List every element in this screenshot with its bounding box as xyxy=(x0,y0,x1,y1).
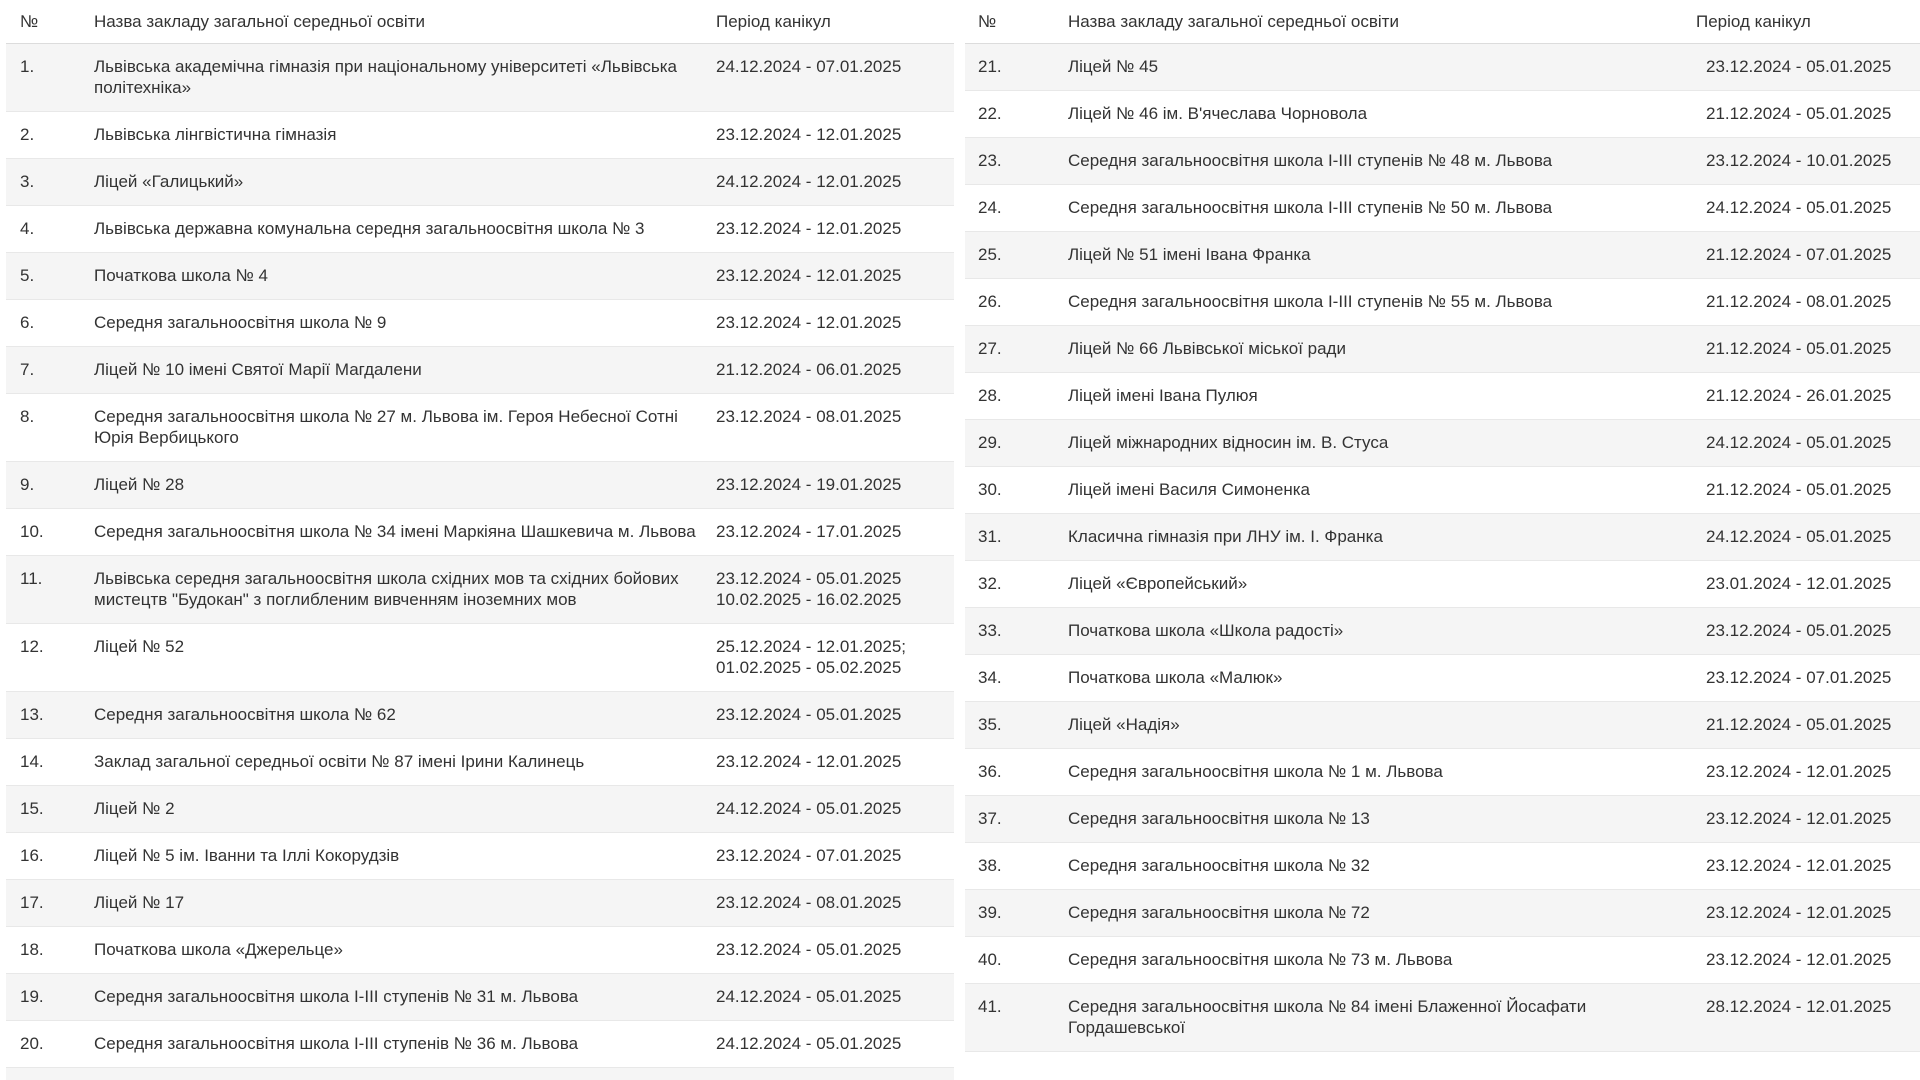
period-range: 21.12.2024 - 07.01.2025 xyxy=(1706,245,1892,264)
period-range: 23.12.2024 - 12.01.2025 xyxy=(716,125,902,144)
holiday-period xyxy=(1696,185,1920,218)
period-range: 24.12.2024 - 05.01.2025 xyxy=(1706,527,1892,546)
row-number: 29. xyxy=(978,433,1002,452)
school-name: Ліцей «Галицький» xyxy=(94,172,244,191)
row-number: 39. xyxy=(978,903,1002,922)
table-row xyxy=(6,44,954,112)
school-name: Середня загальноосвітня школа І-ІІІ ступенів № 50 м. Львова xyxy=(1068,198,1553,217)
holiday-period xyxy=(1696,796,1920,829)
holiday-period xyxy=(1696,138,1920,171)
school-name: Львівська лінгвістична гімназія xyxy=(94,125,337,144)
table-row xyxy=(965,373,1920,420)
row-number: 17. xyxy=(20,893,44,912)
table-row xyxy=(965,796,1920,843)
row-number: 30. xyxy=(978,480,1002,499)
holiday-period xyxy=(1696,984,1920,1017)
row-number: 22. xyxy=(978,104,1002,123)
period-range: 21.12.2024 - 06.01.2025 xyxy=(716,360,902,379)
table-row xyxy=(965,655,1920,702)
period-range: 23.12.2024 - 05.01.2025 xyxy=(716,705,902,724)
row-number: 7. xyxy=(20,360,35,379)
period-range: 23.12.2024 - 05.01.2025 xyxy=(1706,621,1892,640)
school-name: Середня загальноосвітня школа І-ІІІ ступенів № 55 м. Львова xyxy=(1068,292,1553,311)
school-name: Початкова школа № 4 xyxy=(94,266,268,285)
holiday-period xyxy=(1696,890,1920,923)
table-row xyxy=(965,44,1920,91)
period-range: 28.12.2024 - 12.01.2025 xyxy=(1706,997,1892,1016)
school-name: Початкова школа «Джерельце» xyxy=(94,940,343,959)
holiday-period xyxy=(1696,702,1920,735)
school-name: Ліцей імені Василя Симоненка xyxy=(1068,480,1311,499)
table-row xyxy=(6,300,954,347)
holiday-period xyxy=(716,927,954,960)
holiday-period xyxy=(1696,44,1920,77)
row-number: 2. xyxy=(20,125,35,144)
table-row xyxy=(965,984,1920,1052)
holiday-period xyxy=(716,974,954,1007)
school-name: Ліцей міжнародних відносин ім. В. Стуса xyxy=(1068,433,1389,452)
table-row xyxy=(965,937,1920,984)
holiday-period xyxy=(716,462,954,495)
school-name: Початкова школа «Школа радості» xyxy=(1068,621,1344,640)
school-name: Ліцей № 46 ім. В'ячеслава Чорновола xyxy=(1068,104,1368,123)
school-name: Ліцей «Європейський» xyxy=(1068,574,1248,593)
school-name: Ліцей № 5 ім. Іванни та Іллі Кокорудзів xyxy=(94,846,400,865)
holiday-period xyxy=(1696,937,1920,970)
period-range: 24.12.2024 - 12.01.2025 xyxy=(716,172,902,191)
table-row xyxy=(965,561,1920,608)
period-range: 23.12.2024 - 08.01.2025 xyxy=(716,407,902,426)
table-row xyxy=(965,138,1920,185)
row-number: 31. xyxy=(978,527,1002,546)
school-name: Львівська середня загальноосвітня школа східних мов та східних бойових мистецтв "Будокан" з поглибленим вивченням іноземних мов xyxy=(94,569,679,609)
row-number: 19. xyxy=(20,987,44,1006)
period-range: 23.12.2024 - 12.01.2025 xyxy=(1706,950,1892,969)
school-name: Заклад загальної середньої освіти № 87 імені Ірини Калинець xyxy=(94,752,585,771)
period-range: 10.02.2025 - 16.02.2025 xyxy=(716,590,902,609)
period-range: 23.12.2024 - 05.01.2025 xyxy=(716,569,902,588)
school-name: Ліцей № 51 імені Івана Франка xyxy=(1068,245,1311,264)
period-range: 21.12.2024 - 05.01.2025 xyxy=(1706,104,1892,123)
row-number: 35. xyxy=(978,715,1002,734)
row-number: 5. xyxy=(20,266,35,285)
holiday-period xyxy=(716,300,954,333)
holiday-period xyxy=(716,206,954,239)
table-row xyxy=(6,253,954,300)
holiday-period xyxy=(716,833,954,866)
table-row xyxy=(6,159,954,206)
holiday-period xyxy=(1696,279,1920,312)
holiday-period xyxy=(716,347,954,380)
period-range: 21.12.2024 - 05.01.2025 xyxy=(1706,339,1892,358)
table-row xyxy=(6,347,954,394)
holiday-period xyxy=(1696,467,1920,500)
table-row xyxy=(6,206,954,253)
school-name: Середня загальноосвітня школа № 13 xyxy=(1068,809,1370,828)
period-range: 24.12.2024 - 07.01.2025 xyxy=(716,57,902,76)
table-row xyxy=(6,927,954,974)
row-number: 24. xyxy=(978,198,1002,217)
period-range: 25.12.2024 - 12.01.2025; xyxy=(716,637,906,656)
row-number: 34. xyxy=(978,668,1002,687)
period-range: 21.12.2024 - 26.01.2025 xyxy=(1706,386,1892,405)
row-number: 3. xyxy=(20,172,35,191)
row-number: 13. xyxy=(20,705,44,724)
holiday-table-right xyxy=(965,0,1920,1052)
table-row xyxy=(965,232,1920,279)
table-header xyxy=(6,0,954,44)
table-row xyxy=(6,394,954,462)
holiday-period xyxy=(1696,326,1920,359)
holiday-period xyxy=(1696,608,1920,641)
table-row xyxy=(6,880,954,927)
period-range: 24.12.2024 - 05.01.2025 xyxy=(716,799,902,818)
holiday-period xyxy=(716,786,954,819)
holiday-period xyxy=(716,112,954,145)
period-range: 23.12.2024 - 07.01.2025 xyxy=(716,846,902,865)
row-number: 9. xyxy=(20,475,35,494)
holiday-period xyxy=(1696,420,1920,453)
header-school-name: Назва закладу загальної середньої освіти xyxy=(1068,12,1399,31)
table-row xyxy=(6,1068,954,1080)
school-name: Середня загальноосвітня школа І-ІІІ ступенів № 31 м. Львова xyxy=(94,987,579,1006)
period-range: 23.12.2024 - 12.01.2025 xyxy=(716,266,902,285)
school-name: Середня загальноосвітня школа № 1 м. Львова xyxy=(1068,762,1443,781)
school-name: Середня загальноосвітня школа № 9 xyxy=(94,313,387,332)
school-name: Початкова школа «Малюк» xyxy=(1068,668,1283,687)
table-row xyxy=(965,467,1920,514)
period-range: 23.12.2024 - 12.01.2025 xyxy=(1706,809,1892,828)
school-name: Ліцей імені Івана Пулюя xyxy=(1068,386,1258,405)
period-range: 23.12.2024 - 12.01.2025 xyxy=(716,313,902,332)
school-name: Середня загальноосвітня школа № 34 імені Маркіяна Шашкевича м. Львова xyxy=(94,522,696,541)
holiday-period xyxy=(716,1068,954,1080)
table-row xyxy=(965,702,1920,749)
period-range: 23.12.2024 - 12.01.2025 xyxy=(716,219,902,238)
school-name: Ліцей № 52 xyxy=(94,637,185,656)
holiday-period xyxy=(716,624,954,678)
holiday-period xyxy=(1696,655,1920,688)
row-number: 6. xyxy=(20,313,35,332)
holiday-period xyxy=(1696,749,1920,782)
table-row xyxy=(6,739,954,786)
table-row xyxy=(965,91,1920,138)
table-body xyxy=(965,44,1920,1052)
school-name: Середня загальноосвітня школа № 84 імені Блаженної Йосафати Гордашевської xyxy=(1068,997,1587,1037)
school-name: Ліцей № 66 Львівської міської ради xyxy=(1068,339,1346,358)
table-row xyxy=(965,843,1920,890)
period-range: 21.12.2024 - 05.01.2025 xyxy=(1706,480,1892,499)
table-row xyxy=(6,786,954,833)
school-name: Середня загальноосвітня школа І-ІІІ ступенів № 36 м. Львова xyxy=(94,1034,579,1053)
school-name: Середня загальноосвітня школа І-ІІІ ступенів № 48 м. Львова xyxy=(1068,151,1553,170)
table-body xyxy=(6,44,954,1080)
row-number: 14. xyxy=(20,752,44,771)
row-number: 21. xyxy=(978,57,1002,76)
holiday-period xyxy=(716,739,954,772)
period-range: 23.12.2024 - 12.01.2025 xyxy=(1706,762,1892,781)
row-number: 36. xyxy=(978,762,1002,781)
table-row xyxy=(6,462,954,509)
table-row xyxy=(965,514,1920,561)
holiday-period xyxy=(716,692,954,725)
table-row xyxy=(965,279,1920,326)
school-name xyxy=(94,1068,716,1080)
holiday-table-left xyxy=(6,0,954,1080)
school-name: Середня загальноосвітня школа № 72 xyxy=(1068,903,1370,922)
school-name: Львівська академічна гімназія при національному університеті «Львівська політехніка» xyxy=(94,57,677,97)
header-school-name: Назва закладу загальної середньої освіти xyxy=(94,12,425,31)
header-holiday-period: Період канікул xyxy=(1696,12,1811,31)
school-name: Класична гімназія при ЛНУ ім. І. Франка xyxy=(1068,527,1383,546)
row-number: 1. xyxy=(20,57,35,76)
table-row xyxy=(6,833,954,880)
school-name: Ліцей № 17 xyxy=(94,893,185,912)
row-number: 11. xyxy=(20,569,43,588)
row-number: 41. xyxy=(978,997,1002,1016)
row-number: 28. xyxy=(978,386,1002,405)
holiday-period xyxy=(716,394,954,427)
row-number: 38. xyxy=(978,856,1002,875)
holiday-period xyxy=(1696,514,1920,547)
table-row xyxy=(6,509,954,556)
holiday-period xyxy=(1696,843,1920,876)
holiday-period xyxy=(716,159,954,192)
period-range: 23.01.2024 - 12.01.2025 xyxy=(1706,574,1892,593)
table-row xyxy=(965,185,1920,232)
table-row xyxy=(965,749,1920,796)
holiday-period xyxy=(716,1021,954,1054)
table-row xyxy=(6,112,954,159)
period-range: 01.02.2025 - 05.02.2025 xyxy=(716,658,902,677)
row-number: 12. xyxy=(20,637,44,656)
holiday-period xyxy=(1696,232,1920,265)
row-number: 16. xyxy=(20,846,44,865)
table-row xyxy=(965,890,1920,937)
table-row xyxy=(965,608,1920,655)
row-number: 33. xyxy=(978,621,1002,640)
school-name: Середня загальноосвітня школа № 62 xyxy=(94,705,396,724)
period-range: 21.12.2024 - 08.01.2025 xyxy=(1706,292,1892,311)
period-range: 23.12.2024 - 08.01.2025 xyxy=(716,893,902,912)
row-number: 18. xyxy=(20,940,44,959)
school-name: Середня загальноосвітня школа № 73 м. Львова xyxy=(1068,950,1453,969)
period-range: 23.12.2024 - 05.01.2025 xyxy=(1706,57,1892,76)
header-number: № xyxy=(20,12,39,31)
header-number: № xyxy=(978,12,997,31)
table-row xyxy=(6,1021,954,1068)
period-range: 24.12.2024 - 05.01.2025 xyxy=(716,1034,902,1053)
header-holiday-period: Період канікул xyxy=(716,12,831,31)
table-row xyxy=(965,326,1920,373)
period-range: 23.12.2024 - 05.01.2025 xyxy=(716,940,902,959)
table-header xyxy=(965,0,1920,44)
row-number: 37. xyxy=(978,809,1002,828)
holiday-period xyxy=(1696,373,1920,406)
row-number: 27. xyxy=(978,339,1002,358)
school-name: Ліцей № 28 xyxy=(94,475,185,494)
holiday-period xyxy=(716,44,954,77)
school-name: Ліцей № 10 імені Святої Марії Магдалени xyxy=(94,360,422,379)
school-name: Ліцей № 45 xyxy=(1068,57,1159,76)
period-range: 23.12.2024 - 17.01.2025 xyxy=(716,522,902,541)
row-number: 25. xyxy=(978,245,1002,264)
row-number xyxy=(6,1068,94,1080)
school-name: Середня загальноосвітня школа № 32 xyxy=(1068,856,1370,875)
row-number: 32. xyxy=(978,574,1002,593)
row-number: 8. xyxy=(20,407,35,426)
row-number: 10. xyxy=(20,522,44,541)
period-range: 23.12.2024 - 10.01.2025 xyxy=(1706,151,1892,170)
holiday-period xyxy=(716,509,954,542)
table-row xyxy=(965,420,1920,467)
table-row xyxy=(6,624,954,692)
period-range: 24.12.2024 - 05.01.2025 xyxy=(1706,433,1892,452)
period-range: 24.12.2024 - 05.01.2025 xyxy=(716,987,902,1006)
row-number: 15. xyxy=(20,799,44,818)
holiday-period xyxy=(716,253,954,286)
row-number: 4. xyxy=(20,219,35,238)
period-range: 24.12.2024 - 05.01.2025 xyxy=(1706,198,1892,217)
school-name: Ліцей «Надія» xyxy=(1068,715,1180,734)
row-number: 40. xyxy=(978,950,1002,969)
school-name: Ліцей № 2 xyxy=(94,799,175,818)
period-range: 23.12.2024 - 19.01.2025 xyxy=(716,475,902,494)
holiday-period xyxy=(716,556,954,610)
school-name: Львівська державна комунальна середня загальноосвітня школа № 3 xyxy=(94,219,645,238)
period-range: 23.12.2024 - 12.01.2025 xyxy=(1706,903,1892,922)
row-number: 26. xyxy=(978,292,1002,311)
row-number: 20. xyxy=(20,1034,44,1053)
period-range: 23.12.2024 - 12.01.2025 xyxy=(716,752,902,771)
table-row xyxy=(6,556,954,624)
school-name: Середня загальноосвітня школа № 27 м. Львова ім. Героя Небесної Сотні Юрія Вербицького xyxy=(94,407,678,447)
holiday-period xyxy=(1696,91,1920,124)
holiday-period xyxy=(716,880,954,913)
period-range: 21.12.2024 - 05.01.2025 xyxy=(1706,715,1892,734)
period-range: 23.12.2024 - 12.01.2025 xyxy=(1706,856,1892,875)
holiday-period xyxy=(1696,561,1920,594)
period-range: 23.12.2024 - 07.01.2025 xyxy=(1706,668,1892,687)
table-row xyxy=(6,692,954,739)
row-number: 23. xyxy=(978,151,1002,170)
table-row xyxy=(6,974,954,1021)
